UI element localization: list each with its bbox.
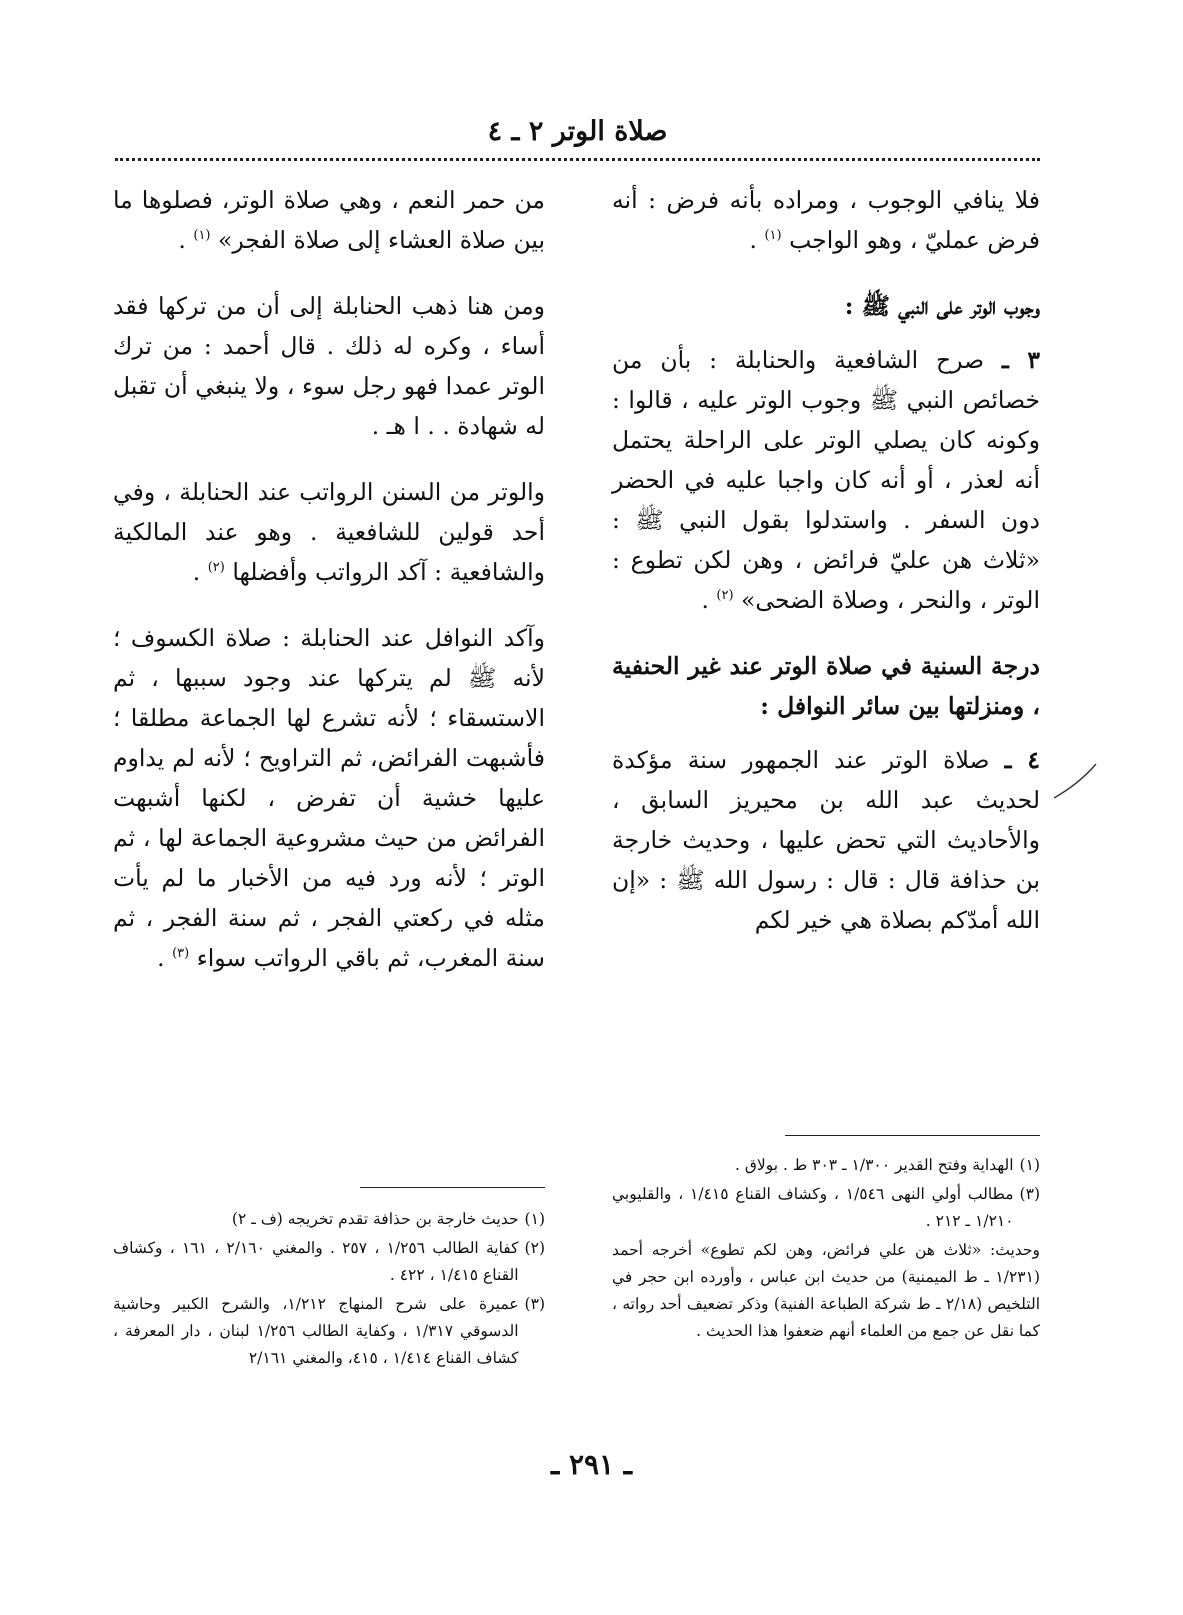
- footnote-number: (١): [524, 1210, 545, 1228]
- footnote-ref: (١): [764, 228, 782, 244]
- paragraph: ومن هنا ذهب الحنابلة إلى أن من تركها فقد أساء ، وكره له ذلك . قال أحمد : من ترك الوتر عمدا فهو رجل سوء ، ولا ينبغي أن تقبل له شهادة . . ا هـ .: [113, 292, 545, 440]
- footnote-ref: (٣): [172, 946, 190, 962]
- section-heading: وجوب الوتر على النبي ﷺ :: [844, 292, 1040, 320]
- header-dotted-rule: [115, 158, 1040, 161]
- footnote-text: مطالب أولي النهى ١/٥٤٦ ، وكشاف القناع ١/٤١٥ ، والقليوبي ١/٢١٠ ـ ٢١٢ .: [612, 1185, 1014, 1230]
- running-header: صلاة الوتر ٢ ـ ٤: [487, 116, 668, 147]
- footnote-number: (٢): [524, 1239, 545, 1257]
- paragraph: وآكد النوافل عند الحنابلة : صلاة الكسوف ؛ لأنه ﷺ لم يتركها عند وجود سببها ، ثم الاستسقاء ؛ لأنه تشرع لها الجماعة مطلقا ؛ فأشبهت الفرائض، ثم التراويح ؛ لأنه لم يداوم عليها خشية أن تفرض ، لكنها أشبهت الفرائض من حيث مشروعية الجماعة لها ، ثم الوتر ؛ لأنه ورد فيه من الأخبار ما لم يأت مثله في ركعتي الفجر ، ثم سنة الفجر ، ثم سنة المغرب، ثم باقي الرواتب سواء $^{(٣)}$ .: [113, 624, 545, 972]
- paragraph: فلا ينافي الوجوب ، ومراده بأنه فرض : أنه فرض عمليّ ، وهو الواجب $^{(١)}$ .: [612, 186, 1040, 254]
- footnote-rule: [360, 1187, 545, 1188]
- footnote-ref: (١): [193, 228, 211, 244]
- right-column: [612, 180, 1040, 966]
- footnotes-right: [612, 1152, 1040, 1345]
- paragraph: من حمر النعم ، وهي صلاة الوتر، فصلوها ما بين صلاة العشاء إلى صلاة الفجر» $^{(١)}$ .: [113, 186, 545, 254]
- footnote-continuation: وحديث: «ثلاث هن علي فرائض، وهن لكم تطوع» أخرجه أحمد (١/٢٣١ ـ ط الميمنية) من حديث ابن عباس ، وأورده ابن حجر في التلخيص (٢/١٨ ـ ط شركة الطباعة الفنية) وذكر تضعيف أحد رواته ، كما نقل عن جمع من العلماء أنهم ضعفوا هذا الحديث .: [612, 1241, 1041, 1340]
- paragraph: ٣ ـ صرح الشافعية والحنابلة : بأن من خصائص النبي ﷺ وجوب الوتر عليه ، قالوا : وكونه كان يصلي الوتر على الراحلة يحتمل أنه لعذر ، أو أنه كان واجبا عليه في الحضر دون السفر . واستدلوا بقول النبي ﷺ : «ثلاث هن عليّ فرائض ، وهن لكن تطوع : الوتر ، والنحر ، وصلاة الضحى» $^{(٢)}$ .: [612, 346, 1040, 614]
- paragraph: ٤ ـ صلاة الوتر عند الجمهور سنة مؤكدة لحديث عبد الله بن محيريز السابق ، والأحاديث التي تحض عليها ، وحديث خارجة بن حذافة قال : قال : رسول الله ﷺ : «إن الله أمدّكم بصلاة هي خير لكم: [612, 746, 1040, 934]
- footnote: [113, 1291, 545, 1372]
- margin-pen-mark: [1050, 758, 1100, 804]
- footnotes-left: [113, 1206, 545, 1374]
- footnote-number: (١): [1019, 1156, 1040, 1174]
- footnote-number: (٣): [524, 1295, 545, 1313]
- section-number: ٣ ـ: [1001, 346, 1040, 374]
- footnote-text: عميرة على شرح المنهاج ١/٢١٢، والشرح الكبير وحاشية الدسوقي ١/٣١٧ ، وكفاية الطالب ١/٢٥٦ لبنان ، دار المعرفة ، كشاف القناع ١/٤١٤ ، ٤١٥، والمغني ٢/١٦١: [113, 1295, 519, 1367]
- footnote: [113, 1235, 545, 1289]
- footnote-text: حديث خارجة بن حذافة تقدم تخريجه (ف ـ ٢): [231, 1210, 519, 1228]
- paragraph: والوتر من السنن الرواتب عند الحنابلة ، وفي أحد قولين للشافعية . وهو عند المالكية والشافعية : آكد الرواتب وأفضلها $^{(٢)}$ .: [113, 478, 545, 586]
- section-number: ٤ ـ: [1004, 746, 1040, 774]
- footnote-rule: [785, 1135, 1040, 1136]
- page-number: ـ ٢٩١ ـ: [550, 1448, 633, 1481]
- footnote: [612, 1181, 1040, 1235]
- footnote: [113, 1206, 545, 1233]
- section-heading: درجة السنية في صلاة الوتر عند غير الحنفية ، ومنزلتها بين سائر النوافل :: [612, 652, 1040, 720]
- footnote: [612, 1152, 1040, 1179]
- footnote-ref: (٢): [716, 588, 734, 604]
- footnote-number: (٣): [1019, 1185, 1040, 1203]
- footnote-text: كفاية الطالب ١/٢٥٦ ، ٢٥٧ . والمغني ٢/١٦٠ ، ١٦١ ، وكشاف القناع ١/٤١٥ ، ٤٢٢ .: [113, 1239, 519, 1284]
- left-column: [113, 180, 545, 1004]
- footnote-ref: (٢): [207, 560, 225, 576]
- footnote-text: الهداية وفتح القدير ١/٣٠٠ ـ ٣٠٣ ط . بولاق .: [735, 1156, 1014, 1174]
